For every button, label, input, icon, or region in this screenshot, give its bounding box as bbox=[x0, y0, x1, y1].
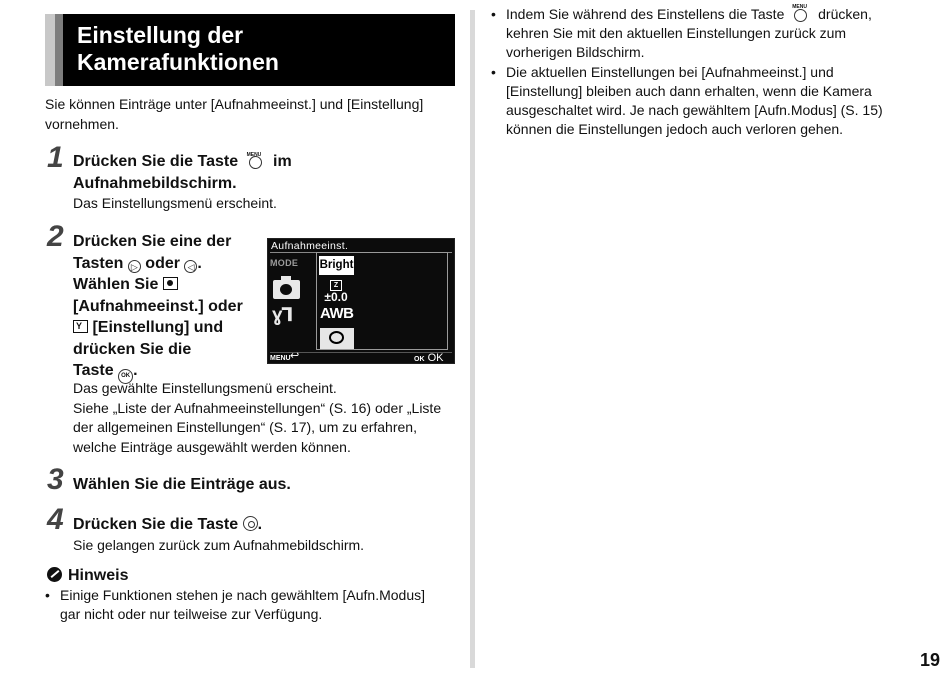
page-number: 19 bbox=[920, 650, 941, 670]
step-1-text-b: im bbox=[273, 153, 292, 170]
step-2-line-1: Drücken Sie eine der bbox=[73, 233, 232, 250]
step-4-heading: Drücken Sie die Taste . bbox=[73, 516, 263, 533]
step-2-line-3: Wählen Sie bbox=[73, 274, 263, 296]
step-1-text-a: Drücken Sie die Taste bbox=[73, 153, 239, 170]
lcd-ok-label: OK OK bbox=[414, 352, 444, 364]
ok-button-icon: OK bbox=[118, 369, 133, 384]
camera-lcd-screenshot bbox=[267, 238, 455, 364]
note-list bbox=[45, 586, 455, 624]
right-arrow-button-icon: ▷ bbox=[128, 260, 141, 273]
title-line-1: Einstellung der bbox=[77, 22, 244, 48]
step-number-3: 3 bbox=[47, 463, 64, 496]
title-stripe-light bbox=[45, 14, 55, 86]
step-3-heading: Wählen Sie die Einträge aus. bbox=[73, 476, 291, 493]
step-1-result: Das Einstellungsmenü erscheint. bbox=[73, 195, 277, 211]
setup-menu-icon: Y bbox=[73, 320, 88, 333]
pencil-note-icon bbox=[47, 567, 62, 582]
step-1-heading bbox=[73, 151, 453, 194]
lcd-back-arrow-icon: ↩ bbox=[290, 350, 300, 362]
title-stripe-dark bbox=[55, 14, 63, 86]
note-heading: Hinweis bbox=[47, 566, 128, 586]
step-number-4: 4 bbox=[47, 503, 64, 536]
lcd-ev-value: ±0.0 bbox=[324, 290, 348, 304]
lcd-mode-label: MODE bbox=[270, 258, 299, 268]
lcd-face-detection-icon bbox=[320, 328, 354, 349]
step-2-line-5: Y [Einstellung] und bbox=[73, 317, 263, 339]
step-2-line-2: Tasten ▷ oder ◁ . bbox=[73, 254, 202, 272]
left-arrow-button-icon: ◁ bbox=[184, 260, 197, 273]
step-2-heading bbox=[73, 231, 263, 384]
menu-button-icon: MENU bbox=[246, 154, 266, 168]
right-column-list bbox=[491, 5, 931, 139]
lcd-white-balance: AWB bbox=[320, 305, 354, 322]
step-number-1: 1 bbox=[47, 141, 64, 174]
step-1-text-c: Aufnahmebildschirm. bbox=[73, 174, 237, 192]
right-list-item-1: • Indem Sie während des Einstellens die Taste MENU drücken, kehren Sie mit den aktuellen Einstellungen zurück zum vorherigen Bildschirm. bbox=[491, 5, 931, 63]
step-number-2: 2 bbox=[47, 220, 64, 253]
step-2-line-6: drücken Sie die bbox=[73, 340, 192, 358]
lcd-menu-label: MENU bbox=[270, 355, 291, 362]
center-button-icon bbox=[243, 516, 258, 531]
title-line-2: Kamerafunktionen bbox=[77, 49, 279, 75]
lcd-title: Aufnahmeeinst. bbox=[271, 240, 349, 252]
step-2-line-7: Taste OK . bbox=[73, 360, 263, 384]
lcd-bright-setting: Bright bbox=[319, 256, 354, 275]
section-title bbox=[77, 22, 447, 76]
lcd-camera-tab-icon bbox=[273, 280, 300, 299]
section-title-banner bbox=[45, 14, 455, 86]
right-list-item-2: • Die aktuellen Einstellungen bei [Aufnahmeeinst.] und [Einstellung] bleiben auch dann erhalten, wenn die Kamera ausgeschaltet wird. Je nach gewähltem [Aufn.Modus] (S. 15) können die Einstellungen jedoch auch verloren gehen. bbox=[491, 63, 931, 140]
lcd-ev-icon: Z bbox=[330, 280, 342, 291]
step-2-result: Das gewählte Einstellungsmenü erscheint. Siehe „Liste der Aufnahmeeinstellungen“ (S. 16) oder „Liste der allgemeinen Einstellungen“ (S. 17), um zu erfahren, welche Einträge ausgewählt werden können. bbox=[73, 380, 442, 455]
note-item: • Einige Funktionen stehen je nach gewähltem [Aufn.Modus] gar nicht oder nur teilweise zur Verfügung. bbox=[45, 586, 455, 624]
lcd-exposure-compensation bbox=[320, 277, 352, 304]
intro-paragraph: Sie können Einträge unter [Aufnahmeeinst.] und [Einstellung] vornehmen. bbox=[45, 96, 424, 132]
step-4-result: Sie gelangen zurück zum Aufnahmebildschirm. bbox=[73, 537, 365, 553]
lcd-setup-tab-icon: ɣ⅂ bbox=[272, 305, 292, 326]
step-2-line-4: [Aufnahmeeinst.] oder bbox=[73, 297, 243, 315]
column-divider bbox=[470, 10, 475, 668]
menu-button-icon-2: MENU bbox=[791, 7, 811, 21]
camera-menu-icon bbox=[163, 277, 178, 290]
